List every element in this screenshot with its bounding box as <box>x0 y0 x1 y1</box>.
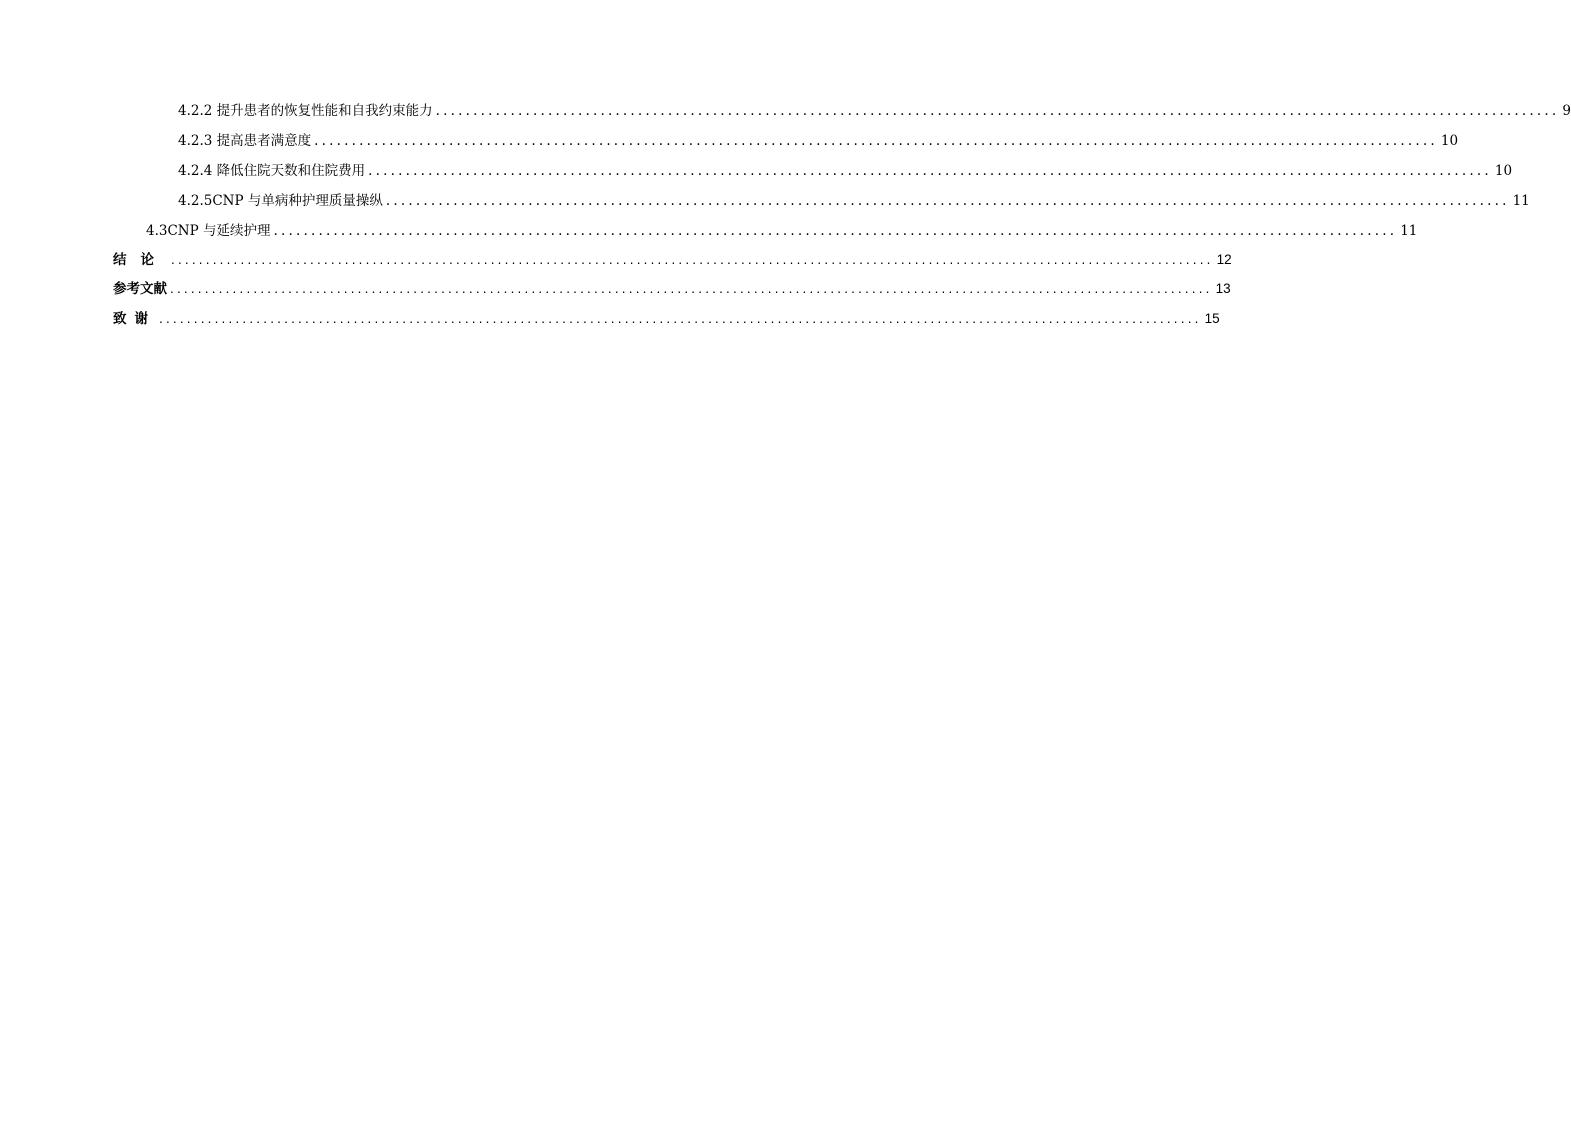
toc-page-number: 13 <box>1215 281 1231 296</box>
toc-entry-conclusion[interactable] <box>113 249 1232 271</box>
toc-leader-dots: ...................................................................................................................................................... <box>171 252 1214 267</box>
toc-page-number: 11 <box>1512 193 1530 209</box>
toc-leader-dots: ...................................................................................................................................................... <box>170 281 1213 296</box>
toc-entry-4-3[interactable] <box>146 220 1418 242</box>
toc-entry-label: 4.2.3 提高患者满意度 <box>178 133 312 149</box>
toc-leader-dots: ...................................................................................................................................................... <box>385 193 1510 209</box>
toc-leader-dots: ...................................................................................................................................................... <box>435 103 1560 119</box>
toc-entry-label: 致谢 <box>113 311 156 326</box>
toc-leader-dots: ...................................................................................................................................................... <box>273 223 1398 239</box>
toc-entry-label: 4.2.4 降低住院天数和住院费用 <box>178 163 366 179</box>
toc-leader-dots: ...................................................................................................................................................... <box>314 133 1438 149</box>
toc-entry-4-2-3[interactable] <box>178 130 1459 152</box>
toc-page-number: 15 <box>1204 311 1220 326</box>
toc-entry-4-2-4[interactable] <box>178 160 1513 182</box>
toc-page-number: 9 <box>1562 103 1571 119</box>
toc-leader-dots: ...................................................................................................................................................... <box>368 163 1492 179</box>
toc-leader-dots: ...................................................................................................................................................... <box>159 311 1202 326</box>
toc-entry-4-2-5[interactable] <box>178 190 1530 212</box>
toc-entry-4-2-2[interactable] <box>178 100 1571 122</box>
toc-page-number: 11 <box>1400 223 1418 239</box>
toc-page-number: 10 <box>1494 163 1513 179</box>
toc-page-number: 12 <box>1216 252 1232 267</box>
toc-entry-label: 参考文献 <box>113 281 167 296</box>
toc-entry-acknowledgements[interactable] <box>113 308 1220 330</box>
toc-entry-label: 4.3CNP 与延续护理 <box>146 223 271 239</box>
toc-entry-label: 结论 <box>113 252 168 267</box>
toc-entry-references[interactable] <box>113 278 1231 300</box>
toc-entry-label: 4.2.2 提升患者的恢复性能和自我约束能力 <box>178 103 433 119</box>
toc-entry-label: 4.2.5CNP 与单病种护理质量操纵 <box>178 193 383 209</box>
toc-page-number: 10 <box>1440 133 1459 149</box>
